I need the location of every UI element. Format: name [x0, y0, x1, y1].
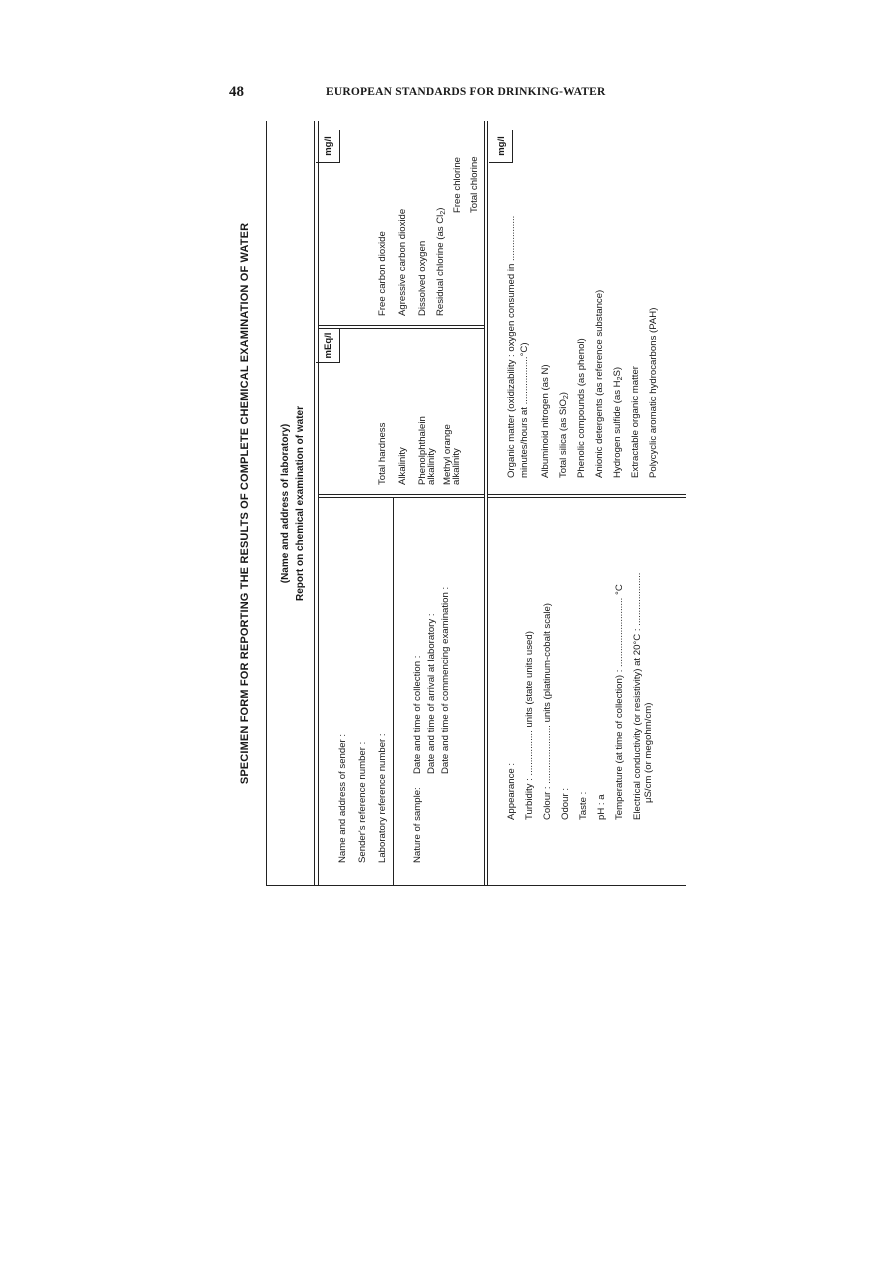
conductivity-label: Electrical conductivity (or resistivity) at 20°C : ....................: [632, 572, 643, 820]
taste-label: Taste :: [578, 791, 589, 820]
silica-sub: 2: [563, 395, 570, 400]
nature-divider: [393, 498, 394, 886]
report-title: Report on chemical examination of water: [295, 405, 306, 602]
anionic-label: Anionic detergents (as reference substance): [594, 289, 605, 478]
phenolic-label: Phenolic compounds (as phenol): [576, 338, 587, 478]
divider-top-2b: [318, 325, 484, 326]
dissolved-oxygen-label: Dissolved oxygen: [417, 240, 428, 316]
date-arrival-label: Date and time of arrival at laboratory :: [426, 613, 437, 774]
alkalinity-label: Alkalinity: [397, 447, 408, 485]
silica-end: ): [558, 391, 569, 396]
temperature-label: Temperature (at time of collection) : .......................... °C: [614, 584, 625, 820]
divider-bottom-b: [487, 494, 686, 495]
meq-unit-label: mEq/l: [316, 329, 340, 363]
frame-top-line: [266, 121, 267, 886]
silica-label: [559, 392, 570, 478]
albuminoid-label: Albuminoid nitrogen (as N): [540, 364, 551, 478]
frame-upper-line-2: [318, 121, 319, 886]
h2s-label: [613, 367, 624, 478]
silica-text: Total silica (as SiO: [558, 399, 569, 478]
divider-top-2: [318, 328, 484, 329]
frame-middle-line-2: [487, 121, 488, 886]
mg-unit-label-top: mg/l: [316, 130, 340, 163]
residual-chlorine-text: Residual chlorine (as Cl: [435, 214, 446, 316]
conductivity-unit-label: μS/cm (or megohm/cm): [643, 702, 654, 803]
lab-name-heading: (Name and address of laboratory): [280, 423, 291, 584]
h2s-sub: 2: [617, 376, 624, 381]
form-title: SPECIMEN FORM FOR REPORTING THE RESULTS OF COMPLETE CHEMICAL EXAMINATION OF WATER: [239, 222, 251, 785]
sender-ref-label: Sender's reference number :: [357, 741, 368, 863]
residual-chlorine-sub: 2: [440, 210, 447, 215]
divider-top-1: [318, 497, 484, 498]
organic-matter-label-2: minutes/hours at ..................°C): [519, 342, 530, 478]
free-chlorine-label: Free chlorine: [452, 157, 463, 213]
extractable-label: Extractable organic matter: [630, 366, 641, 478]
residual-chlorine-end: ): [435, 207, 446, 211]
agressive-co2-label: Agressive carbon dioxide: [397, 208, 408, 316]
mg-unit-rule-top: [340, 121, 341, 163]
phenolphthalein-label: Phenolphthalein: [417, 416, 428, 485]
h2s-end: S): [612, 366, 623, 377]
odour-label: Odour :: [560, 788, 571, 820]
specimen-form: [230, 121, 690, 886]
mg-unit-label-bottom: mg/l: [489, 130, 513, 163]
pah-label: Polycyclic aromatic hydrocarbons (PAH): [648, 307, 659, 478]
turbidity-label: Turbidity : ................. units (state units used): [524, 631, 535, 820]
divider-bottom: [487, 497, 686, 498]
page-header: [0, 84, 894, 104]
total-chlorine-label: Total chlorine: [469, 156, 480, 213]
date-collection-label: Date and time of collection :: [412, 655, 423, 774]
residual-chlorine-label: [436, 208, 447, 316]
frame-middle-line: [484, 121, 485, 886]
date-exam-label: Date and time of commencing examination :: [440, 586, 451, 774]
organic-matter-label: Organic matter (oxidizability : oxygen consumed in .................: [506, 215, 517, 478]
frame-upper-line: [314, 121, 315, 886]
total-hardness-label: Total hardness: [377, 422, 388, 485]
h2s-text: Hydrogen sulfide (as H: [612, 380, 623, 478]
page-number: 48: [229, 84, 244, 100]
colour-label: Colour : ...................... units (platinum-cobalt scale): [542, 602, 553, 820]
lab-ref-label: Laboratory reference number :: [377, 733, 388, 863]
frame-left-line: [266, 885, 686, 886]
methyl-orange-label: Methyl orange: [442, 424, 453, 485]
divider-top-1b: [318, 494, 484, 495]
nature-of-sample-label: Nature of sample:: [412, 787, 423, 863]
free-co2-label: Free carbon dioxide: [377, 231, 388, 316]
running-head: EUROPEAN STANDARDS FOR DRINKING-WATER: [326, 86, 606, 98]
phenolphthalein-label-2: alkalinity: [426, 448, 437, 485]
appearance-label: Appearance :: [506, 762, 517, 820]
ph-label: pH : a: [596, 794, 607, 820]
sender-name-label: Name and address of sender :: [337, 733, 348, 863]
methyl-orange-label-2: alkalinity: [451, 448, 462, 485]
